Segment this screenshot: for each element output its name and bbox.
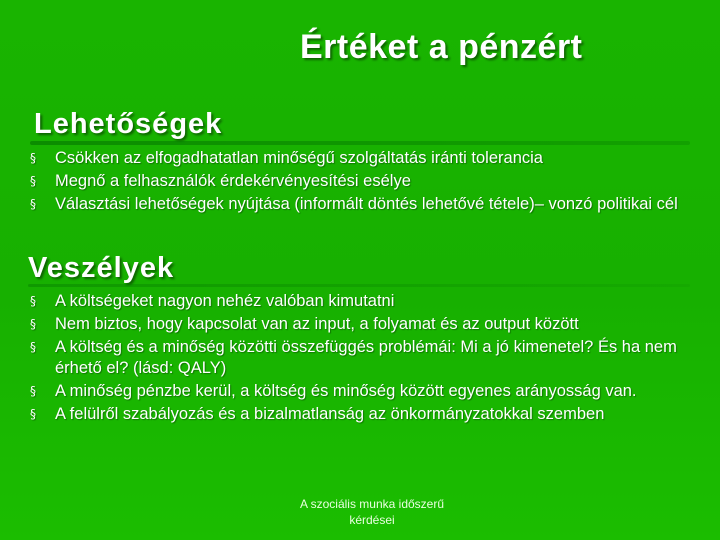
list-item bbox=[30, 314, 692, 335]
bullet-icon: § bbox=[30, 294, 36, 308]
bullet-icon: § bbox=[30, 151, 36, 165]
slide-title: Értéket a pénzért bbox=[300, 28, 583, 66]
list-item bbox=[30, 194, 690, 215]
section-divider bbox=[30, 141, 690, 145]
list-item bbox=[30, 148, 690, 169]
list-item-text: Választási lehetőségek nyújtása (informált döntés lehetővé tétele)– vonzó politikai cél bbox=[55, 195, 678, 213]
section-heading-opportunities: Lehetőségek bbox=[34, 108, 223, 140]
list-item-text: Csökken az elfogadhatatlan minőségű szolgáltatás iránti tolerancia bbox=[55, 149, 543, 167]
list-item bbox=[30, 291, 692, 312]
bullet-icon: § bbox=[30, 197, 36, 211]
list-item bbox=[30, 171, 690, 192]
list-item-text: Megnő a felhasználók érdekérvényesítési esélye bbox=[55, 172, 411, 190]
risks-list bbox=[30, 291, 692, 427]
list-item-text: Nem biztos, hogy kapcsolat van az input, a folyamat és az output között bbox=[55, 315, 579, 333]
list-item bbox=[30, 337, 692, 379]
list-item-text: A költség és a minőség közötti összefüggés problémái: Mi a jó kimenetel? És ha nem érhető el? (lásd: QALY) bbox=[55, 338, 677, 377]
list-item bbox=[30, 404, 692, 425]
list-item bbox=[30, 381, 692, 402]
section-divider bbox=[28, 284, 690, 287]
section-heading-risks: Veszélyek bbox=[28, 252, 175, 284]
opportunities-list bbox=[30, 148, 690, 217]
list-item-text: A minőség pénzbe kerül, a költség és minőség között egyenes arányosság van. bbox=[55, 382, 637, 400]
list-item-text: A költségeket nagyon nehéz valóban kimutatni bbox=[55, 292, 395, 310]
bullet-icon: § bbox=[30, 407, 36, 421]
slide-footer: A szociális munka időszerű kérdései bbox=[299, 497, 445, 527]
bullet-icon: § bbox=[30, 174, 36, 188]
bullet-icon: § bbox=[30, 340, 36, 354]
bullet-icon: § bbox=[30, 384, 36, 398]
bullet-icon: § bbox=[30, 317, 36, 331]
list-item-text: A felülről szabályozás és a bizalmatlanság az önkormányzatokkal szemben bbox=[55, 405, 605, 423]
